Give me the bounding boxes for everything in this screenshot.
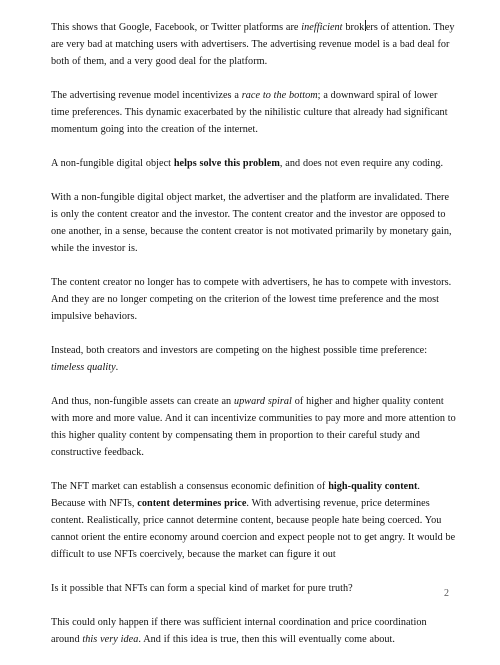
text-run: . With advertising revenue, price determines content. Realistically, price cannot determine content, because people hate being coerced. You cannot orient the entire economy around coercion and expect people not to get angry. It would be difficult to use NFTs coercively, because the market can figure it out — [51, 498, 456, 560]
text-run: This could only happen if there was sufficient internal coordination and price coordination around — [51, 617, 427, 645]
text-run: ; a downward spiral of lower time preferences. This dynamic exacerbated by the nihilistic culture that already had significant momentum going into the creation of the internet. — [51, 90, 448, 135]
paragraph — [51, 393, 456, 461]
paragraph — [51, 342, 456, 376]
text-run: The content creator no longer has to compete with advertisers, he has to compete with investors. And they are no longer competing on the criterion of the lowest time preference and the most impulsive behaviors. — [51, 277, 452, 322]
text-run: And thus, non-fungible assets can create an — [51, 396, 234, 407]
text-run: Instead, both creators and investors are competing on the highest possible time preference: — [51, 345, 428, 356]
emphasized-text: this very idea — [82, 634, 139, 645]
text-run: The NFT market can establish a consensus economic definition of — [51, 481, 329, 492]
text-run: of higher and higher quality content with more and more value. And it can incentivize communities to pay more and more attention to this higher quality content by compensating them in proportion to their careful study and constructive feedback. — [51, 396, 456, 458]
text-run: With a non-fungible digital object market, the advertiser and the platform are invalidated. There is only the content creator and the investor. The content creator and the investor are opposed to one another, in a sense, because the content creator is not motivated primarily by monetary gain, while the investor is. — [51, 192, 452, 254]
paragraph — [51, 580, 456, 597]
bold-text: content determines price — [137, 498, 247, 509]
paragraph — [51, 478, 456, 563]
text-run: A non-fungible digital object — [51, 158, 174, 169]
paragraph — [51, 274, 456, 325]
text-run: The advertising revenue model incentivizes a — [51, 90, 242, 101]
text-run: . And if this idea is true, then this will eventually come about. — [138, 634, 395, 645]
text-run: This shows that Google, Facebook, or Twitter platforms are — [51, 22, 302, 33]
document-body — [51, 19, 456, 665]
emphasized-text: inefficient — [301, 22, 343, 33]
text-run: , and does not even require any coding. — [279, 158, 444, 169]
paragraph — [51, 19, 456, 70]
emphasized-text: upward spiral — [233, 396, 292, 407]
text-run: . Because with NFTs, — [51, 481, 421, 509]
emphasized-text: race to the bottom — [241, 90, 318, 101]
text-run: Is it possible that NFTs can form a special kind of market for pure truth? — [51, 583, 353, 594]
paragraph — [51, 189, 456, 257]
text-run: ers of attention. They are very bad at matching users with advertisers. The advertising revenue model is a bad deal for both of them, and a very good deal for the platform. — [51, 22, 455, 67]
emphasized-text: timeless quality — [51, 362, 116, 373]
bold-text: high-quality content — [328, 481, 418, 492]
bold-text: helps solve this problem — [173, 158, 280, 169]
text-run: brok — [342, 22, 365, 33]
paragraph — [51, 614, 456, 648]
page-number: 2 — [444, 588, 449, 599]
paragraph — [51, 87, 456, 138]
text-run: . — [115, 362, 119, 373]
paragraph — [51, 155, 456, 172]
